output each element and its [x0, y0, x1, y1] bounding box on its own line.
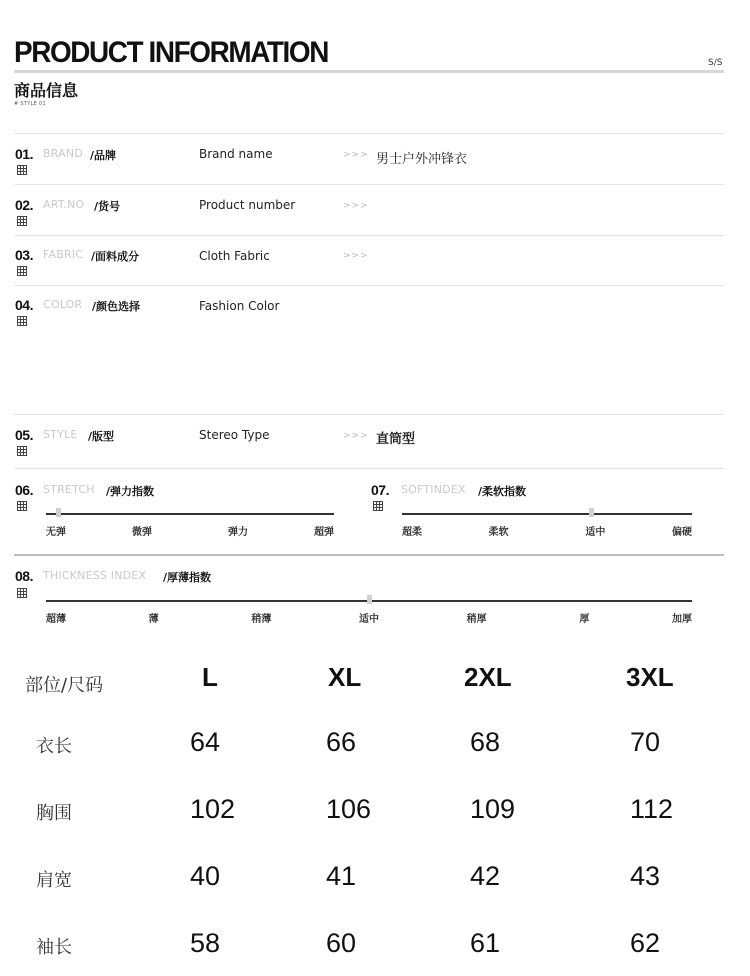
- scale-label: 适中: [585, 527, 606, 538]
- table-cell: 40: [190, 861, 221, 891]
- scale-label: 偏硬: [672, 527, 692, 538]
- size-header-xl: XL: [328, 662, 362, 692]
- field-value: 男士户外冲锋衣: [376, 152, 468, 167]
- scale-marker: [367, 595, 372, 604]
- divider: [14, 235, 724, 236]
- scale-label: 无弹: [46, 527, 66, 538]
- scale-label: 适中: [359, 614, 379, 625]
- grid-icon: [17, 216, 27, 226]
- field-en-label: BRAND: [43, 147, 83, 160]
- scale-track: [402, 513, 692, 515]
- field-name: Stereo Type: [199, 428, 270, 442]
- divider: [14, 184, 724, 185]
- row-number: 02.: [15, 197, 33, 213]
- table-cell: 42: [470, 861, 501, 891]
- divider: [14, 133, 724, 134]
- table-cell: 64: [190, 727, 221, 757]
- table-cell: 106: [326, 794, 372, 824]
- size-header-2xl: 2XL: [464, 662, 512, 692]
- table-cell: 66: [326, 727, 357, 757]
- scale-label: 柔软: [488, 527, 509, 538]
- table-cell: 62: [630, 928, 661, 958]
- page-title: PRODUCT INFORMATION: [14, 36, 328, 69]
- scale-label: 超柔: [402, 527, 422, 538]
- grid-icon: [373, 501, 383, 511]
- field-zh-label: /厚薄指数: [163, 571, 212, 584]
- row-number: 06.: [15, 482, 33, 498]
- row-label: 肩宽: [36, 870, 72, 891]
- scale-marker: [56, 508, 61, 517]
- arrows-icon: >>>: [343, 150, 369, 160]
- field-en-label: SOFTINDEX: [401, 483, 466, 496]
- table-cell: 43: [630, 861, 661, 891]
- field-zh-label: /柔软指数: [478, 485, 527, 498]
- scale-track: [46, 513, 334, 515]
- field-en-label: STRETCH: [43, 483, 95, 496]
- table-corner-label: 部位/尺码: [25, 675, 104, 696]
- table-cell: 41: [326, 861, 357, 891]
- scale-label: 超弹: [314, 527, 334, 538]
- grid-icon: [17, 266, 27, 276]
- field-zh-label: /颜色选择: [92, 300, 141, 313]
- field-name: Cloth Fabric: [199, 249, 270, 263]
- scale-marker: [589, 508, 594, 517]
- grid-icon: [17, 501, 27, 511]
- scale-label: 加厚: [672, 614, 692, 625]
- scale-label: 厚: [579, 614, 590, 625]
- page-subtitle: 商品信息: [14, 81, 79, 100]
- row-label: 胸围: [36, 803, 72, 824]
- field-zh-label: /弹力指数: [106, 485, 155, 498]
- field-value: 直筒型: [376, 432, 416, 447]
- divider: [14, 285, 724, 286]
- table-cell: 112: [630, 794, 674, 824]
- arrows-icon: >>>: [343, 201, 369, 211]
- grid-icon: [17, 588, 27, 598]
- scale-label: 弹力: [228, 527, 248, 538]
- field-en-label: COLOR: [43, 298, 83, 311]
- scale-label: 微弹: [132, 527, 152, 538]
- size-header-l: L: [202, 662, 218, 692]
- row-label: 袖长: [36, 937, 72, 958]
- table-cell: 70: [630, 727, 661, 757]
- size-header-3xl: 3XL: [626, 662, 674, 692]
- title-rule: [14, 70, 724, 73]
- divider: [14, 468, 724, 469]
- divider: [14, 414, 724, 415]
- scale-label: 薄: [148, 614, 159, 625]
- style-note: # STYLE 01: [14, 101, 46, 107]
- field-zh-label: /货号: [94, 200, 121, 213]
- field-en-label: FABRIC: [43, 248, 84, 261]
- scale-label: 稍薄: [251, 614, 272, 625]
- field-zh-label: /面料成分: [91, 250, 140, 263]
- row-number: 05.: [15, 427, 33, 443]
- row-number: 03.: [15, 247, 33, 263]
- field-name: Product number: [199, 198, 296, 212]
- arrows-icon: >>>: [343, 251, 369, 261]
- grid-icon: [17, 446, 27, 456]
- row-number: 04.: [15, 297, 33, 313]
- field-zh-label: /版型: [88, 430, 115, 443]
- table-cell: 102: [190, 794, 236, 824]
- scale-label: 超薄: [46, 614, 66, 625]
- arrows-icon: >>>: [343, 431, 369, 441]
- field-zh-label: /品牌: [90, 149, 117, 162]
- field-en-label: STYLE: [43, 428, 78, 441]
- grid-icon: [17, 165, 27, 175]
- field-name: Fashion Color: [199, 299, 280, 313]
- field-name: Brand name: [199, 147, 273, 161]
- table-cell: 61: [470, 928, 501, 958]
- table-cell: 60: [326, 928, 357, 958]
- season-tag: S/S: [708, 58, 723, 68]
- table-cell: 68: [470, 727, 501, 757]
- row-label: 衣长: [36, 736, 72, 757]
- grid-icon: [17, 316, 27, 326]
- row-number: 07.: [371, 482, 389, 498]
- row-number: 08.: [15, 568, 33, 584]
- field-en-label: ART.NO: [43, 198, 85, 211]
- scale-label: 稍厚: [466, 614, 487, 625]
- row-number: 01.: [15, 146, 33, 162]
- table-cell: 109: [470, 794, 516, 824]
- divider: [14, 554, 724, 556]
- table-cell: 58: [190, 928, 221, 958]
- field-en-label: THICKNESS INDEX: [43, 569, 147, 582]
